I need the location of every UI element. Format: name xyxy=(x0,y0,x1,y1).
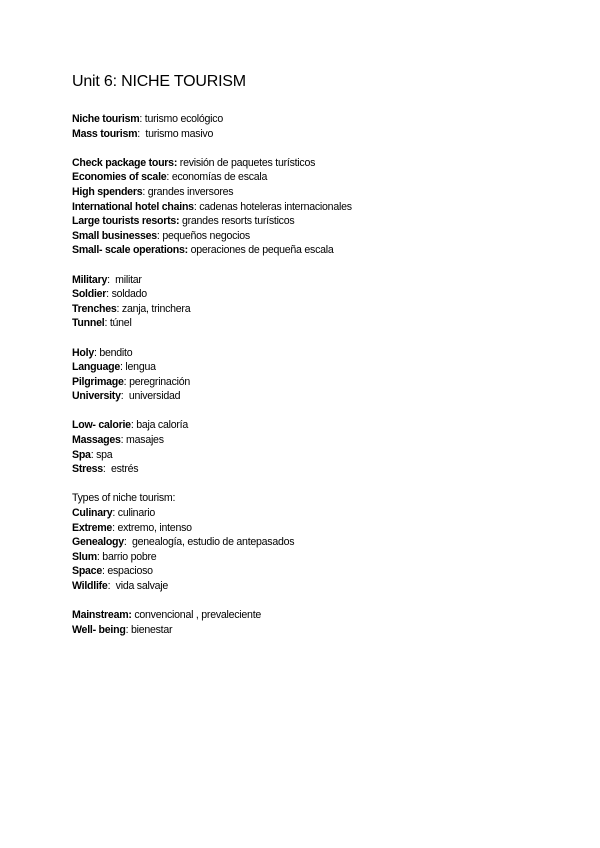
term-separator: : xyxy=(106,288,109,301)
term-separator: : xyxy=(112,507,116,520)
vocabulary-entry xyxy=(72,273,572,288)
vocabulary-term: Niche tourism xyxy=(72,113,140,125)
vocabulary-entry xyxy=(72,360,572,375)
vocabulary-translation: peregrinación xyxy=(126,375,191,388)
vocabulary-group xyxy=(72,112,572,141)
vocabulary-entry xyxy=(72,535,572,550)
document-page xyxy=(72,72,572,652)
vocabulary-entry xyxy=(72,112,572,127)
vocabulary-entry xyxy=(72,433,572,448)
vocabulary-entry xyxy=(72,462,572,477)
vocabulary-term: Pilgrimage xyxy=(72,375,124,388)
vocabulary-group xyxy=(72,273,572,331)
vocabulary-translation: revisión de paquetes turísticos xyxy=(177,156,316,169)
vocabulary-entry xyxy=(72,521,572,536)
vocabulary-term: Low- calorie xyxy=(72,419,131,432)
vocabulary-translation: spa xyxy=(93,448,113,461)
vocabulary-entry xyxy=(72,229,572,244)
vocabulary-group xyxy=(72,491,572,593)
vocabulary-term: Military xyxy=(72,273,108,286)
vocabulary-translation: bienestar xyxy=(128,623,173,636)
vocabulary-translation: bendito xyxy=(96,346,133,359)
vocabulary-term: University xyxy=(72,390,121,403)
vocabulary-group xyxy=(72,418,572,476)
vocabulary-group xyxy=(72,608,572,637)
vocabulary-translation: economías de escala xyxy=(169,171,268,184)
vocabulary-translation: genealogía, estudio de antepasados xyxy=(126,536,295,549)
vocabulary-term: Genealogy xyxy=(72,536,124,549)
vocabulary-term: Wildlife xyxy=(72,580,108,592)
vocabulary-entry xyxy=(72,375,572,390)
vocabulary-translation: grandes inversores xyxy=(145,185,234,198)
vocabulary-entry xyxy=(72,550,572,565)
vocabulary-translation: soldado xyxy=(108,288,147,301)
vocabulary-entry xyxy=(72,623,572,638)
vocabulary-term: Trenches xyxy=(72,302,117,315)
term-separator: : xyxy=(166,171,170,184)
term-separator: : xyxy=(156,229,160,242)
term-separator: : xyxy=(107,273,110,286)
vocabulary-term: Tunnel xyxy=(72,317,105,330)
term-separator: : xyxy=(96,550,100,563)
vocabulary-term: Mass tourism xyxy=(72,127,138,140)
page-title: Unit 6: NICHE TOURISM xyxy=(72,73,246,90)
vocabulary-term: Check package tours: xyxy=(72,156,178,169)
term-separator: : xyxy=(130,419,134,432)
vocabulary-translation: turismo ecológico xyxy=(142,113,223,125)
vocabulary-term: Spa xyxy=(72,448,91,461)
vocabulary-entry xyxy=(72,579,572,594)
vocabulary-translation: convencional , prevaleciente xyxy=(131,609,262,622)
vocabulary-term: Mainstream: xyxy=(72,609,132,622)
term-separator: : xyxy=(102,463,106,476)
vocabulary-translation: universidad xyxy=(123,390,181,403)
vocabulary-translation: turismo masivo xyxy=(140,127,214,140)
vocabulary-term: Small businesses xyxy=(72,229,157,242)
vocabulary-entry xyxy=(72,506,572,521)
vocabulary-term: Economies of scale xyxy=(72,171,167,184)
vocabulary-term: Language xyxy=(72,361,121,374)
term-separator: : xyxy=(123,536,127,549)
term-separator: : xyxy=(93,346,97,359)
vocabulary-entry xyxy=(72,491,572,506)
vocabulary-entry xyxy=(72,608,572,623)
vocabulary-translation: túnel xyxy=(107,317,132,330)
vocabulary-entry xyxy=(72,127,572,142)
vocabulary-term: Extreme xyxy=(72,521,113,534)
vocabulary-entry xyxy=(72,287,572,302)
vocabulary-term: International hotel chains xyxy=(72,200,194,213)
vocabulary-translation: cadenas hoteleras internacionales xyxy=(196,200,352,213)
term-separator: : xyxy=(107,580,111,592)
term-separator: : xyxy=(101,565,105,578)
vocabulary-entry xyxy=(72,302,572,317)
vocabulary-entry xyxy=(72,156,572,171)
vocabulary-term: Culinary xyxy=(72,507,113,520)
vocabulary-group xyxy=(72,156,572,258)
vocabulary-term: Well- being xyxy=(72,623,126,636)
vocabulary-entry xyxy=(72,243,572,258)
term-separator: : xyxy=(120,434,124,447)
term-separator: : xyxy=(90,448,94,461)
vocabulary-term: Large tourists resorts: xyxy=(72,215,180,228)
vocabulary-term: Stress xyxy=(72,463,103,476)
vocabulary-entry xyxy=(72,316,572,331)
vocabulary-translation: masajes xyxy=(123,434,164,447)
vocabulary-term: High spenders xyxy=(72,185,143,198)
vocabulary-list xyxy=(72,112,572,637)
vocabulary-translation: zanja, trinchera xyxy=(119,302,191,315)
vocabulary-group xyxy=(72,346,572,404)
vocabulary-translation: grandes resorts turísticos xyxy=(179,215,295,228)
term-separator: : xyxy=(125,623,129,636)
term-separator: : xyxy=(137,127,140,140)
term-separator: : xyxy=(116,302,120,315)
term-separator: : xyxy=(123,375,127,388)
vocabulary-term: Soldier xyxy=(72,288,107,301)
vocabulary-entry xyxy=(72,448,572,463)
term-separator: : xyxy=(120,361,123,374)
vocabulary-entry xyxy=(72,418,572,433)
vocabulary-translation: vida salvaje xyxy=(110,580,169,592)
vocabulary-entry xyxy=(72,214,572,229)
vocabulary-translation: culinario xyxy=(115,507,155,520)
vocabulary-translation: barrio pobre xyxy=(99,550,157,563)
vocabulary-translation: espacioso xyxy=(104,565,153,578)
vocabulary-term: Slum xyxy=(72,550,97,563)
vocabulary-term: Massages xyxy=(72,434,121,447)
vocabulary-entry xyxy=(72,185,572,200)
vocabulary-entry xyxy=(72,389,572,404)
vocabulary-translation: baja caloría xyxy=(133,419,188,432)
vocabulary-entry xyxy=(72,200,572,215)
vocabulary-term: Small- scale operations: xyxy=(72,244,188,257)
vocabulary-translation: extremo, intenso xyxy=(114,521,192,534)
term-separator: : xyxy=(112,521,115,534)
term-separator: : xyxy=(193,200,197,213)
vocabulary-translation: militar xyxy=(109,273,142,286)
vocabulary-entry xyxy=(72,346,572,361)
vocabulary-translation: estrés xyxy=(105,463,139,476)
term-separator: : xyxy=(104,317,108,330)
vocabulary-translation: pequeños negocios xyxy=(159,229,250,242)
vocabulary-translation: lengua xyxy=(122,361,156,374)
vocabulary-entry xyxy=(72,170,572,185)
vocabulary-translation: operaciones de pequeña escala xyxy=(187,244,334,257)
vocabulary-translation: Types of niche tourism: xyxy=(72,492,176,505)
term-separator: : xyxy=(120,390,124,403)
term-separator: : xyxy=(142,185,146,198)
term-separator: : xyxy=(139,113,143,125)
vocabulary-term: Space xyxy=(72,565,102,578)
vocabulary-term: Holy xyxy=(72,346,94,359)
vocabulary-entry xyxy=(72,564,572,579)
